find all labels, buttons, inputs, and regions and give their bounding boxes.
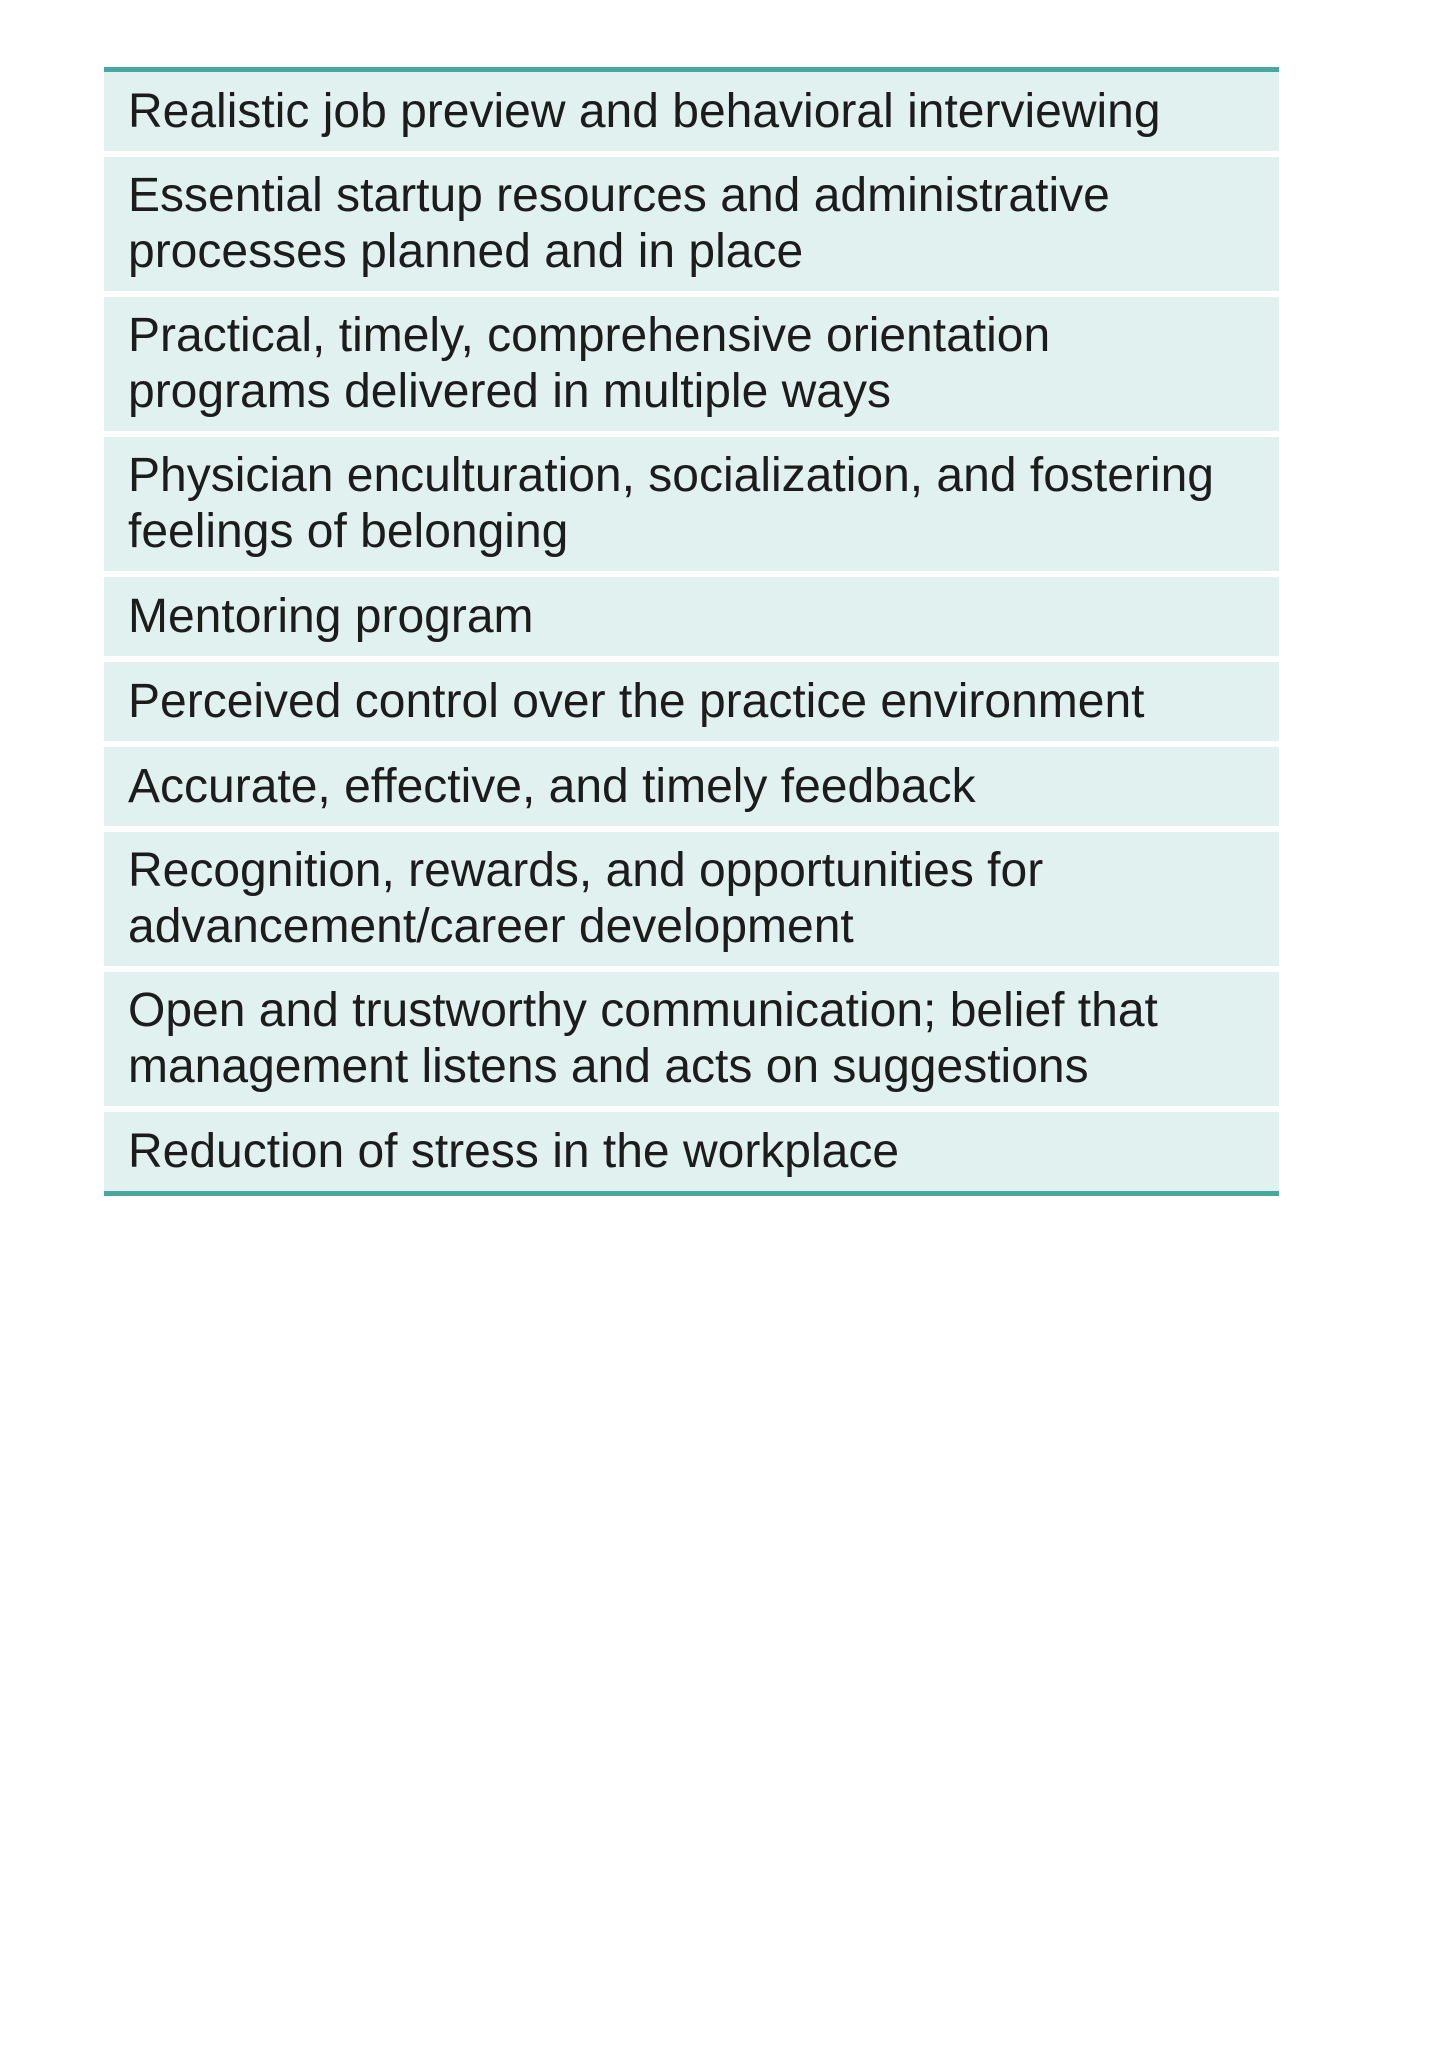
table-row: Perceived control over the practice environment	[104, 662, 1279, 741]
table-row: Realistic job preview and behavioral interviewing	[104, 72, 1279, 151]
table-row: Essential startup resources and administrative processes planned and in place	[104, 157, 1279, 291]
table-row: Open and trustworthy communication; belief that management listens and acts on suggestions	[104, 972, 1279, 1106]
table-row: Practical, timely, comprehensive orientation programs delivered in multiple ways	[104, 297, 1279, 431]
table-row: Physician enculturation, socialization, and fostering feelings of belonging	[104, 437, 1279, 571]
table-row: Mentoring program	[104, 577, 1279, 656]
table-row: Accurate, effective, and timely feedback	[104, 747, 1279, 826]
strategies-table	[104, 67, 1279, 1196]
table-row: Recognition, rewards, and opportunities for advancement/career development	[104, 832, 1279, 966]
table-row: Reduction of stress in the workplace	[104, 1112, 1279, 1191]
